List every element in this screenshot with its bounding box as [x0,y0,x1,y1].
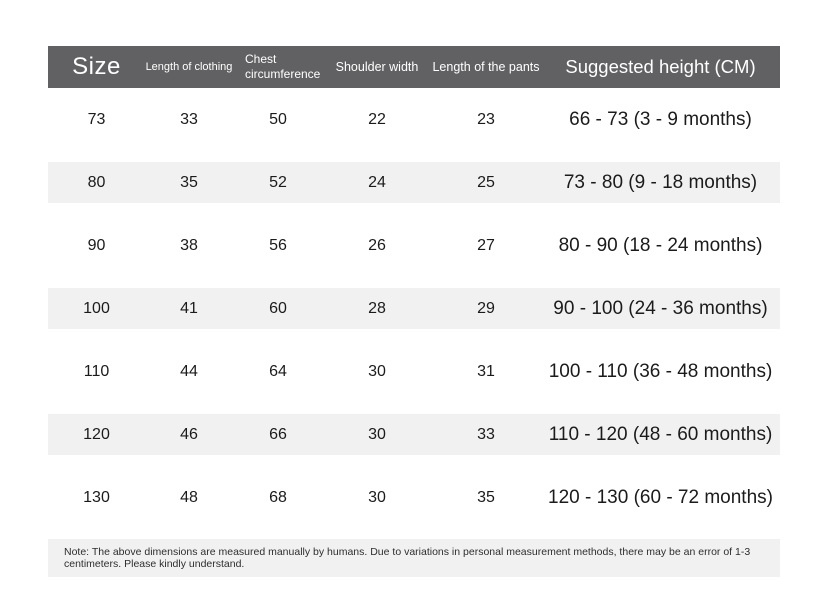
cell-suggested-height: 100 - 110 (36 - 48 months) [548,360,773,382]
cell-length-of-clothing: 44 [180,362,198,380]
header-size: Size [72,53,121,80]
table-header-row [48,46,780,88]
cell-length-of-clothing: 46 [180,425,198,443]
cell-size: 73 [87,110,106,128]
cell-length-of-pants: 27 [477,236,495,254]
table-row [48,214,780,277]
cell-shoulder-width: 28 [368,299,386,317]
header-chest-circumference-label: Chest circumference [245,52,321,81]
cell-suggested-height: 120 - 130 (60 - 72 months) [548,486,773,508]
cell-length-of-clothing: 41 [180,299,198,317]
note-text: Note: The above dimensions are measured manually by humans. Due to variations in personal measurement methods, there may be an error of 1-3 centimeters. Please kindly understand. [64,546,751,570]
table-row [48,403,780,466]
header-length-of-clothing: Length of clothing [145,61,233,73]
cell-length-of-clothing: 38 [180,236,198,254]
cell-chest-circumference: 68 [269,488,287,506]
cell-size: 80 [87,173,106,191]
cell-length-of-pants: 35 [477,488,495,506]
note-bar [48,539,780,577]
cell-length-of-clothing: 33 [180,110,198,128]
header-suggested-height: Suggested height (CM) [565,56,756,77]
cell-chest-circumference: 56 [269,236,287,254]
cell-size: 130 [83,488,110,506]
cell-length-of-clothing: 48 [180,488,198,506]
table-row [48,151,780,214]
cell-size: 120 [83,425,110,443]
header-length-of-pants: Length of the pants [432,60,540,74]
cell-length-of-pants: 33 [477,425,495,443]
cell-shoulder-width: 26 [368,236,386,254]
cell-shoulder-width: 30 [368,488,386,506]
cell-suggested-height: 90 - 100 (24 - 36 months) [553,297,768,319]
size-chart [48,46,780,577]
cell-suggested-height: 110 - 120 (48 - 60 months) [548,423,773,445]
cell-shoulder-width: 22 [368,110,386,128]
cell-length-of-pants: 23 [477,110,495,128]
cell-suggested-height: 80 - 90 (18 - 24 months) [558,234,763,256]
cell-size: 90 [87,236,106,254]
cell-chest-circumference: 52 [269,173,287,191]
cell-length-of-clothing: 35 [180,173,198,191]
cell-length-of-pants: 31 [477,362,495,380]
cell-size: 100 [83,299,110,317]
table-row [48,88,780,151]
cell-shoulder-width: 24 [368,173,386,191]
table-row [48,277,780,340]
cell-chest-circumference: 60 [269,299,287,317]
cell-length-of-pants: 29 [477,299,495,317]
cell-size: 110 [83,362,110,380]
cell-chest-circumference: 50 [269,110,287,128]
cell-suggested-height: 73 - 80 (9 - 18 months) [563,171,758,193]
header-chest-circumference [233,52,323,82]
table-row [48,466,780,529]
cell-chest-circumference: 64 [269,362,287,380]
cell-chest-circumference: 66 [269,425,287,443]
table-row [48,340,780,403]
cell-suggested-height: 66 - 73 (3 - 9 months) [569,108,752,130]
cell-length-of-pants: 25 [477,173,495,191]
cell-shoulder-width: 30 [368,362,386,380]
cell-shoulder-width: 30 [368,425,386,443]
header-shoulder-width: Shoulder width [335,60,419,74]
table-body [48,88,780,529]
